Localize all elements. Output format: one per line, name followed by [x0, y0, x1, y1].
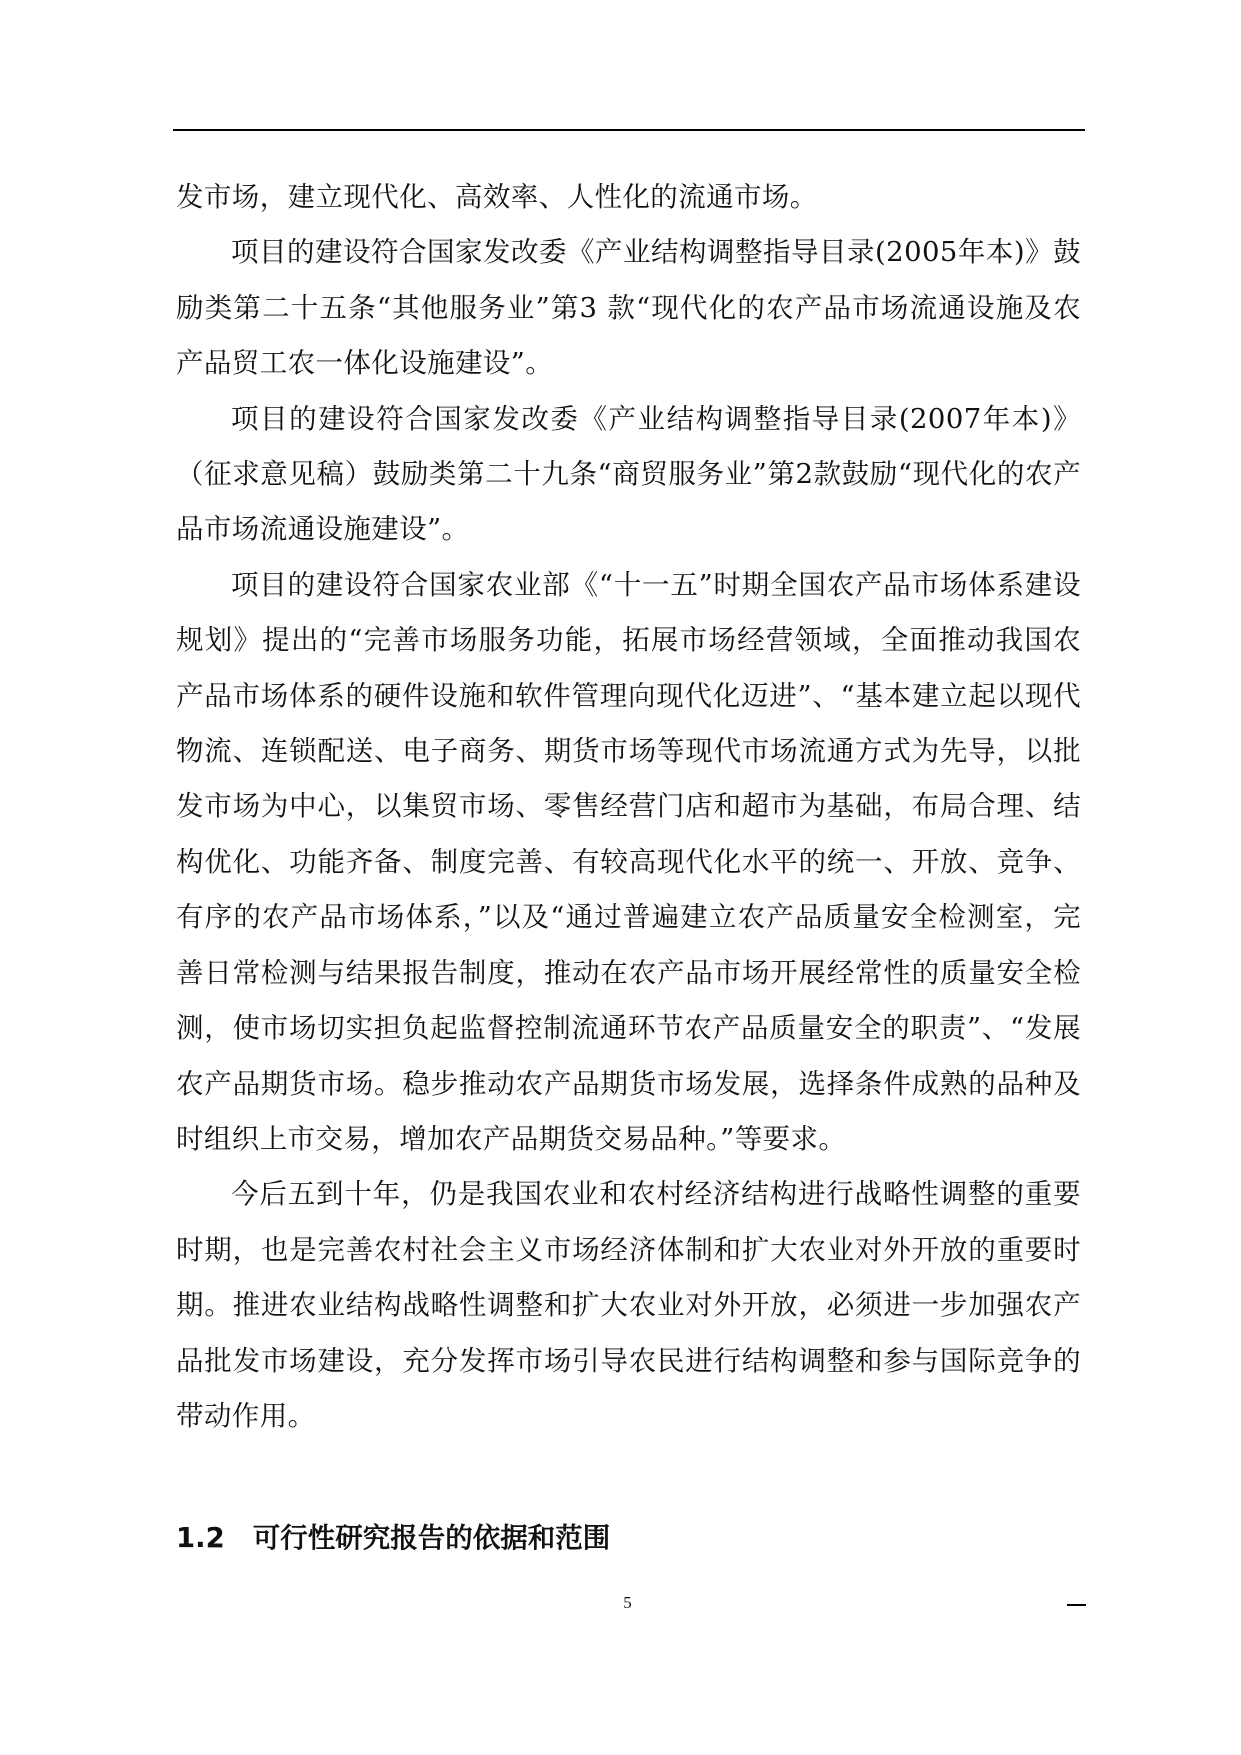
paragraph-ministry-plan: 项目的建设符合国家农业部《“十一五”时期全国农产品市场体系建设规划》提出的“完善市场服务功能，拓展市场经营领域，全面推动我国农产品市场体系的硬件设施和软件管理向现代化迈进”、“基本建立起以现代物流、连锁配送、电子商务、期货市场等现代市场流通方式为先导，以批发市场为中心，以集贸市场、零售经营门店和超市为基础，布局合理、结构优化、功能齐备、制度完善、有较高现代化水平的统一、开放、竞争、有序的农产品市场体系，”以及“通过普遍建立农产品质量安全检测室，完善日常检测与结果报告制度，推动在农产品市场开展经常性的质量安全检测，使市场切实担负起监督控制流通环节农产品质量安全的职责”、“发展农产品期货市场。稳步推动农产品期货市场发展，选择条件成熟的品种及时组织上市交易，增加农产品期货交易品种。”等要求。 [176, 568, 1081, 1155]
paragraph-outlook: 今后五到十年，仍是我国农业和农村经济结构进行战略性调整的重要时期，也是完善农村社会主义市场经济体制和扩大农业对外开放的重要时期。推进农业结构战略性调整和扩大农业对外开放，必须进一步加强农产品批发市场建设，充分发挥市场引导农民进行结构调整和参与国际竞争的带动作用。 [176, 1178, 1081, 1432]
footer-dash [1067, 1604, 1086, 1606]
paragraph-continuation: 发市场，建立现代化、高效率、人性化的流通市场。 [176, 181, 818, 213]
header-rule [173, 129, 1085, 131]
body-text [176, 170, 1081, 1444]
section-number: 1.2 [176, 1522, 225, 1554]
section-heading [176, 1518, 610, 1558]
page-number: 5 [623, 1593, 632, 1612]
section-title: 可行性研究报告的依据和范围 [252, 1522, 611, 1554]
paragraph-catalog-2005: 项目的建设符合国家发改委《产业结构调整指导目录(2005年本)》鼓励类第二十五条“其他服务业”第3 款“现代化的农产品市场流通设施及农产品贸工农一体化设施建设”。 [176, 236, 1081, 380]
paragraph-catalog-2007: 项目的建设符合国家发改委《产业结构调整指导目录(2007年本)》（征求意见稿）鼓励类第二十九条“商贸服务业”第2款鼓励“现代化的农产品市场流通设施建设”。 [176, 402, 1081, 546]
